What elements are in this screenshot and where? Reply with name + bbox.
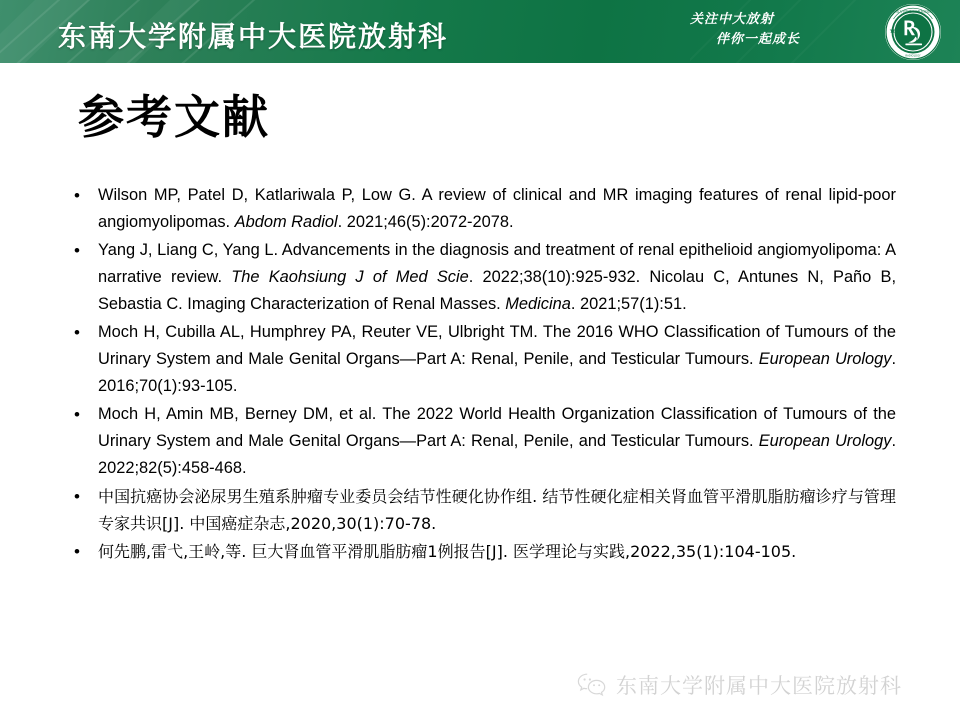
reference-text-5: 中国抗癌协会泌尿男生殖系肿瘤专业委员会结节性硬化协作组. 结节性硬化症相关肾血管平滑肌脂肪瘤诊疗与管理专家共识[J]. 中国癌症杂志,2020,30(1):70-78. <box>98 487 896 533</box>
bullet-marker: • <box>74 487 80 506</box>
reference-journal-period: . <box>468 268 474 286</box>
reference-authors: Yang J, Liang C, Yang L. <box>98 241 279 259</box>
reference-text-4 <box>98 401 896 482</box>
header-slogan-line-2: 伴你一起成长 <box>716 31 801 46</box>
reference-article-title: The 2022 World Health Organization Classification of Tumours of the Urinary System and Male Genital Organs—Part A: Renal, Penile, and Testicular Tumours. <box>98 405 896 450</box>
header-slogan <box>690 9 840 49</box>
reference-authors-secondary: Nicolau C, Antunes N, Paño B, Sebastia C. <box>98 268 896 313</box>
reference-text-6: 何先鹏,雷弋,王岭,等. 巨大肾血管平滑肌脂肪瘤1例报告[J]. 医学理论与实践,2022,35(1):104-105. <box>98 542 797 561</box>
reference-journal-period: . <box>570 295 576 313</box>
reference-article-title-secondary: Imaging Characterization of Renal Masses. <box>187 295 501 313</box>
reference-article-title: Advancements in the diagnosis and treatment of renal epithelioid angiomyolipoma: A narrative review. <box>98 241 897 286</box>
reference-citation: 2022;82(5):458-468. <box>98 459 247 477</box>
reference-journal-period: . <box>891 432 896 450</box>
bullet-marker: • <box>74 542 80 561</box>
reference-journal: European Urology <box>758 350 892 368</box>
reference-citation: 2016;70(1):93-105. <box>98 377 238 395</box>
hospital-logo-icon <box>884 3 942 61</box>
page-title: 参考文献 <box>78 90 270 144</box>
reference-authors: Wilson MP, Patel D, Katlariwala P, Low G. <box>98 186 416 204</box>
reference-item-2 <box>70 237 896 318</box>
slide-header-banner <box>0 0 960 63</box>
reference-item-4 <box>70 401 896 482</box>
bullet-marker: • <box>74 323 80 342</box>
reference-item-1 <box>70 182 896 236</box>
reference-item-3 <box>70 319 896 400</box>
header-slogan-line-1: 关注中大放射 <box>690 11 775 26</box>
reference-citation-secondary: 2021;57(1):51. <box>580 295 687 313</box>
bullet-marker: • <box>74 405 80 424</box>
reference-citation: 2021;46(5):2072-2078. <box>346 213 514 231</box>
reference-journal: The Kaohsiung J of Med Scie <box>231 268 469 286</box>
reference-article-title: A review of clinical and MR imaging features of renal lipid-poor angiomyolipomas. <box>98 186 896 231</box>
reference-journal: Abdom Radiol <box>234 213 338 231</box>
reference-citation: 2022;38(10):925-932. <box>482 268 641 286</box>
slide-footer <box>0 668 960 702</box>
reference-item-5 <box>70 483 896 537</box>
header-org-title: 东南大学附属中大医院放射科 <box>58 22 449 53</box>
reference-authors: Moch H, Amin MB, Berney DM, et al. <box>98 405 377 423</box>
reference-journal-secondary: Medicina <box>505 295 571 313</box>
reference-list <box>70 182 896 566</box>
reference-journal-period: . <box>891 350 896 368</box>
reference-text-2 <box>98 237 896 318</box>
svg-text:东南大学附属中大医院放射科: 东南大学附属中大医院放射科 <box>892 9 934 14</box>
bullet-marker: • <box>74 186 80 205</box>
wechat-icon <box>577 672 607 698</box>
reference-journal: European Urology <box>758 432 892 450</box>
reference-text-1 <box>98 182 896 236</box>
bullet-marker: • <box>74 241 80 260</box>
footer-account-name: 东南大学附属中大医院放射科 <box>616 674 902 698</box>
reference-authors: Moch H, Cubilla AL, Humphrey PA, Reuter VE, Ulbright TM. <box>98 323 538 341</box>
reference-journal-period: . <box>337 213 343 231</box>
reference-text-3 <box>98 319 896 400</box>
reference-article-title: The 2016 WHO Classification of Tumours of the Urinary System and Male Genital Organs—Part A: Renal, Penile, and Testicular Tumours. <box>98 323 896 368</box>
reference-item-6 <box>70 538 896 565</box>
svg-text:RADIOLOGY: RADIOLOGY <box>905 54 921 58</box>
